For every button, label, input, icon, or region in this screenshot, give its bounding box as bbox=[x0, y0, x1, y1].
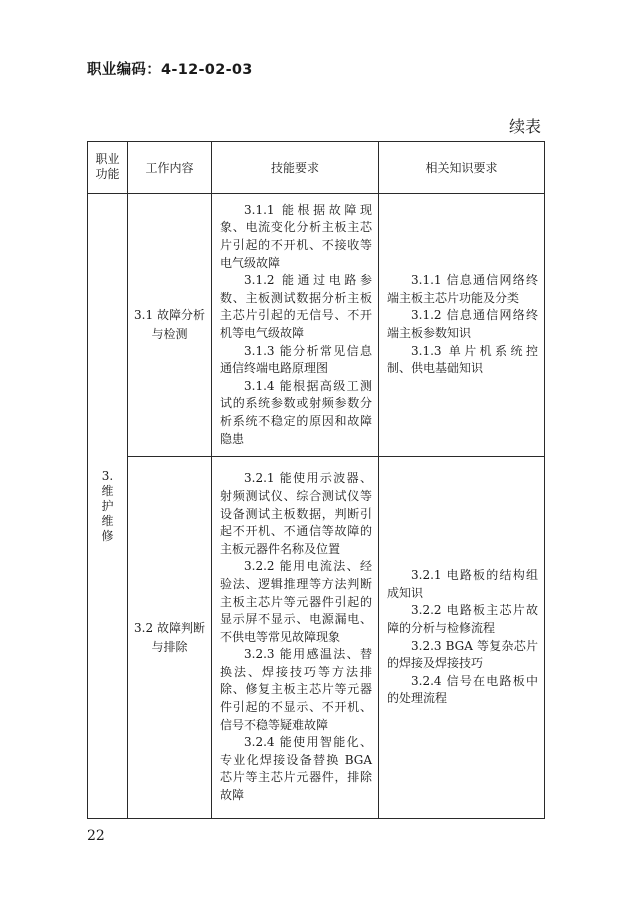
skills-cell bbox=[212, 457, 379, 819]
skill-item: 3.2.1 能使用示波器、射频测试仪、综合测试仪等设备测试主板数据，判断引起不开机、不通信等故障的主板元器件名称及位置 bbox=[220, 471, 372, 556]
knowledge-item: 3.1.1 信息通信网络终端主板主芯片功能及分类 bbox=[387, 273, 538, 305]
knowledge-item: 3.2.1 电路板的结构组成知识 bbox=[387, 568, 538, 600]
skill-item: 3.1.4 能根据高级工测试的系统参数或射频参数分析系统不稳定的原因和故障隐患 bbox=[220, 378, 372, 446]
table-row bbox=[88, 457, 545, 819]
skill-item: 3.1.1 能根据故障现象、电流变化分析主板主芯片引起的不开机、不接收等电气级故障 bbox=[220, 202, 372, 270]
header-knowledge: 相关知识要求 bbox=[379, 142, 545, 194]
knowledge-cell bbox=[379, 457, 545, 819]
header-function: 职业功能 bbox=[88, 142, 128, 194]
knowledge-cell bbox=[379, 194, 545, 457]
knowledge-item: 3.2.2 电路板主芯片故障的分析与检修流程 bbox=[387, 603, 538, 635]
work-cell: 3.1 故障分析与检测 bbox=[128, 194, 212, 457]
skills-cell bbox=[212, 194, 379, 457]
knowledge-item: 3.1.2 信息通信网络终端主板参数知识 bbox=[387, 308, 538, 340]
header-skills: 技能要求 bbox=[212, 142, 379, 194]
skill-item: 3.2.2 能用电流法、经验法、逻辑推理等方法判断主板主芯片等元器件引起的显示屏不显示、电源漏电、不供电等常见故障现象 bbox=[220, 559, 372, 644]
skill-item: 3.2.3 能用感温法、替换法、焊接技巧等方法排除、修复主板主芯片等元器件引起的不显示、不开机、信号不稳等疑难故障 bbox=[220, 647, 372, 732]
page-number: 22 bbox=[87, 828, 105, 844]
skill-item: 3.1.3 能分析常见信息通信终端电路原理图 bbox=[220, 343, 372, 376]
knowledge-item: 3.2.4 信号在电路板中的处理流程 bbox=[387, 673, 538, 706]
knowledge-item: 3.1.3 单片机系统控制、供电基础知识 bbox=[387, 343, 538, 376]
knowledge-item: 3.2.3 BGA 等复杂芯片的焊接及焊接技巧 bbox=[387, 638, 538, 671]
occupation-code: 职业编码：4-12-02-03 bbox=[87, 62, 253, 78]
table-row bbox=[88, 194, 545, 457]
continued-label: 续表 bbox=[508, 117, 541, 136]
work-cell: 3.2 故障判断与排除 bbox=[128, 457, 212, 819]
header-work: 工作内容 bbox=[128, 142, 212, 194]
skill-item: 3.1.2 能通过电路参数、主板测试数据分析主板主芯片引起的无信号、不开机等电气级故障 bbox=[220, 273, 372, 340]
skill-item: 3.2.4 能使用智能化、专业化焊接设备替换 BGA 芯片等主芯片元器件，排除故障 bbox=[220, 735, 372, 803]
skills-table bbox=[87, 141, 545, 819]
function-cell: 3.维护维修 bbox=[88, 194, 128, 819]
